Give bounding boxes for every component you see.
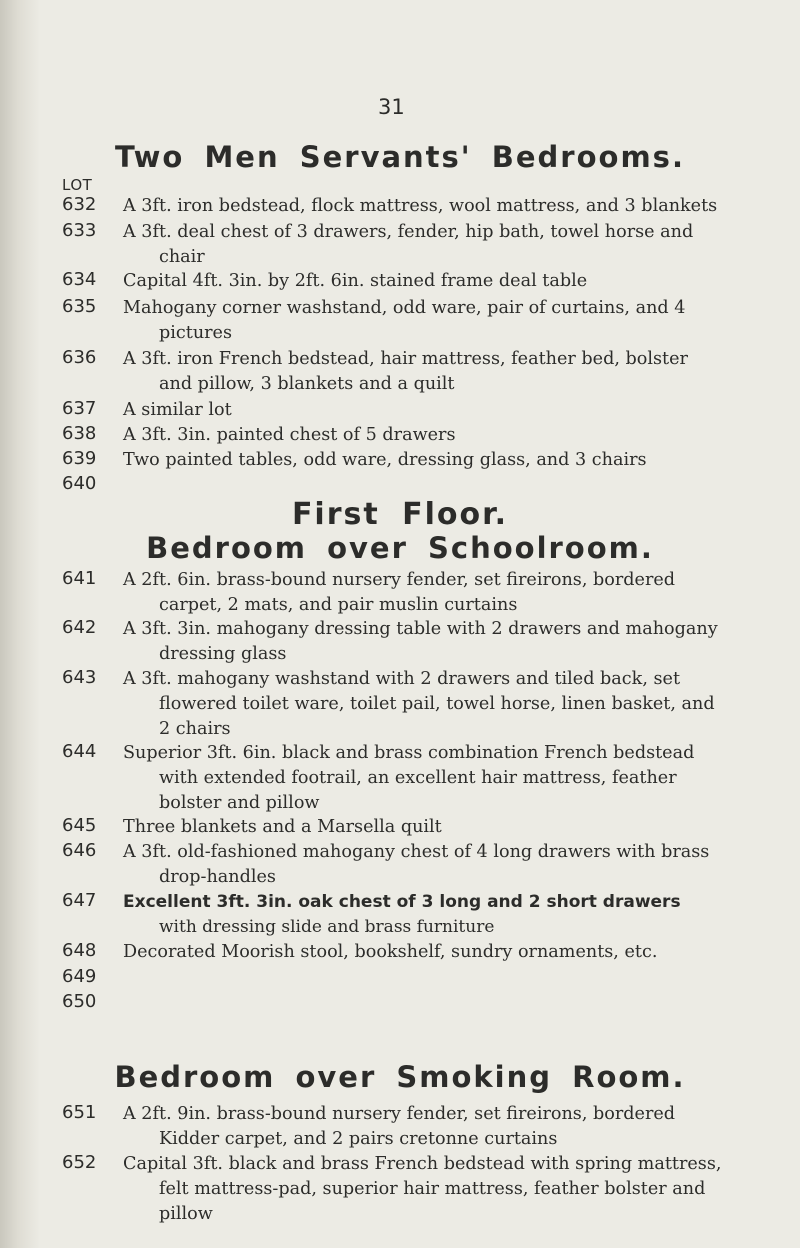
lot-number: 636 [62,347,97,368]
lot-line: A 2ft. 6in. brass-bound nursery fender, set fireirons, bordered [123,570,676,590]
lot-number: 648 [62,940,97,961]
lot-line-continued: drop-handles [159,867,276,887]
lot-description [123,194,718,219]
lot-line: Three blankets and a Marsella quilt [123,817,442,837]
lot-number: 637 [62,398,97,419]
lot-line: A 3ft. mahogany washstand with 2 drawers and tiled back, set [123,669,681,689]
lot-description [123,617,718,667]
lot-line: A 3ft. 3in. painted chest of 5 drawers [123,425,456,445]
lot-line: A similar lot [123,400,232,420]
lot-number: 646 [62,840,97,861]
lot-line: Capital 3ft. black and brass French bedstead with spring mattress, [123,1154,722,1174]
lot-line: A 3ft. old-fashioned mahogany chest of 4 long drawers with brass [123,842,710,862]
lot-number: 634 [62,269,97,290]
lot-line-continued: with dressing slide and brass furniture [159,917,495,937]
lot-description [123,347,688,397]
lot-line: Excellent 3ft. 3in. oak chest of 3 long and 2 short drawers [123,892,681,912]
lot-line-continued: pictures [159,323,232,343]
lot-number: 652 [62,1152,97,1173]
lot-description [123,423,683,448]
lot-line: A 3ft. iron bedstead, flock mattress, wool mattress, and 3 blankets [123,196,718,216]
lot-line: Mahogany corner washstand, odd ware, pair of curtains, and 4 [123,298,686,318]
lot-line-continued: dressing glass [159,644,287,664]
lot-description [123,840,710,890]
lot-description [123,741,695,816]
lot-description [123,890,683,940]
lot-number: 641 [62,568,97,589]
lot-number: 650 [62,991,97,1012]
lot-line: A 3ft. 3in. mahogany dressing table with 2 drawers and mahogany [123,619,718,639]
lot-line-continued: Kidder carpet, and 2 pairs cretonne curtains [159,1129,558,1149]
lot-number: 647 [62,890,97,911]
lot-description [123,1152,722,1227]
lot-line: Two painted tables, odd ware, dressing glass, and 3 chairs [123,450,647,470]
lot-line: A 3ft. iron French bedstead, hair mattress, feather bed, bolster [123,349,688,369]
lot-line-continued: bolster and pillow [159,793,320,813]
lot-number: 638 [62,423,97,444]
lot-line: Decorated Moorish stool, bookshelf, sundry ornaments, etc. [123,942,658,962]
lot-number: 645 [62,815,97,836]
lot-line-continued: carpet, 2 mats, and pair muslin curtains [159,595,518,615]
lot-line-continued: felt mattress-pad, superior hair mattress, feather bolster and [159,1179,706,1199]
lot-line: A 2ft. 9in. brass-bound nursery fender, set fireirons, bordered [123,1104,676,1124]
lot-number: 632 [62,194,97,215]
room-heading-bedroom-over-smoking-room: Bedroom over Smoking Room. [114,1060,686,1094]
lot-description [123,269,683,294]
lot-description [123,448,683,473]
lot-line-continued: pillow [159,1204,213,1224]
lot-description [123,1102,683,1152]
lot-number: 643 [62,667,97,688]
lot-description [123,568,683,618]
lot-number: 642 [62,617,97,638]
lot-number: 635 [62,296,97,317]
lot-line: A 3ft. deal chest of 3 drawers, fender, hip bath, towel horse and [123,222,694,242]
lot-description [123,296,686,346]
lot-number: 651 [62,1102,97,1123]
floor-heading-first-floor: First Floor. [291,497,509,532]
lot-line-continued: 2 chairs [159,719,231,739]
lot-number: 633 [62,220,97,241]
lot-line-continued: chair [159,247,205,267]
lot-description [123,220,694,270]
lot-column-header: LOT [62,176,93,194]
lot-line: Superior 3ft. 6in. black and brass combination French bedstead [123,743,695,763]
lot-description [123,940,683,965]
lot-number: 649 [62,966,97,987]
lot-description [123,815,683,840]
lot-line-continued: flowered toilet ware, toilet pail, towel horse, linen basket, and [159,694,715,714]
room-heading-bedroom-over-schoolroom: Bedroom over Schoolroom. [146,531,654,565]
lot-description [123,667,715,742]
page-number: 31 [378,95,405,119]
lot-line-continued: and pillow, 3 blankets and a quilt [159,374,455,394]
lot-number: 640 [62,473,97,494]
room-heading-servants-bedrooms: Two Men Servants' Bedrooms. [115,140,685,174]
lot-number: 644 [62,741,97,762]
lot-number: 639 [62,448,97,469]
lot-line: Capital 4ft. 3in. by 2ft. 6in. stained frame deal table [123,271,588,291]
lot-description [123,398,683,423]
lot-line-continued: with extended footrail, an excellent hair mattress, feather [159,768,677,788]
